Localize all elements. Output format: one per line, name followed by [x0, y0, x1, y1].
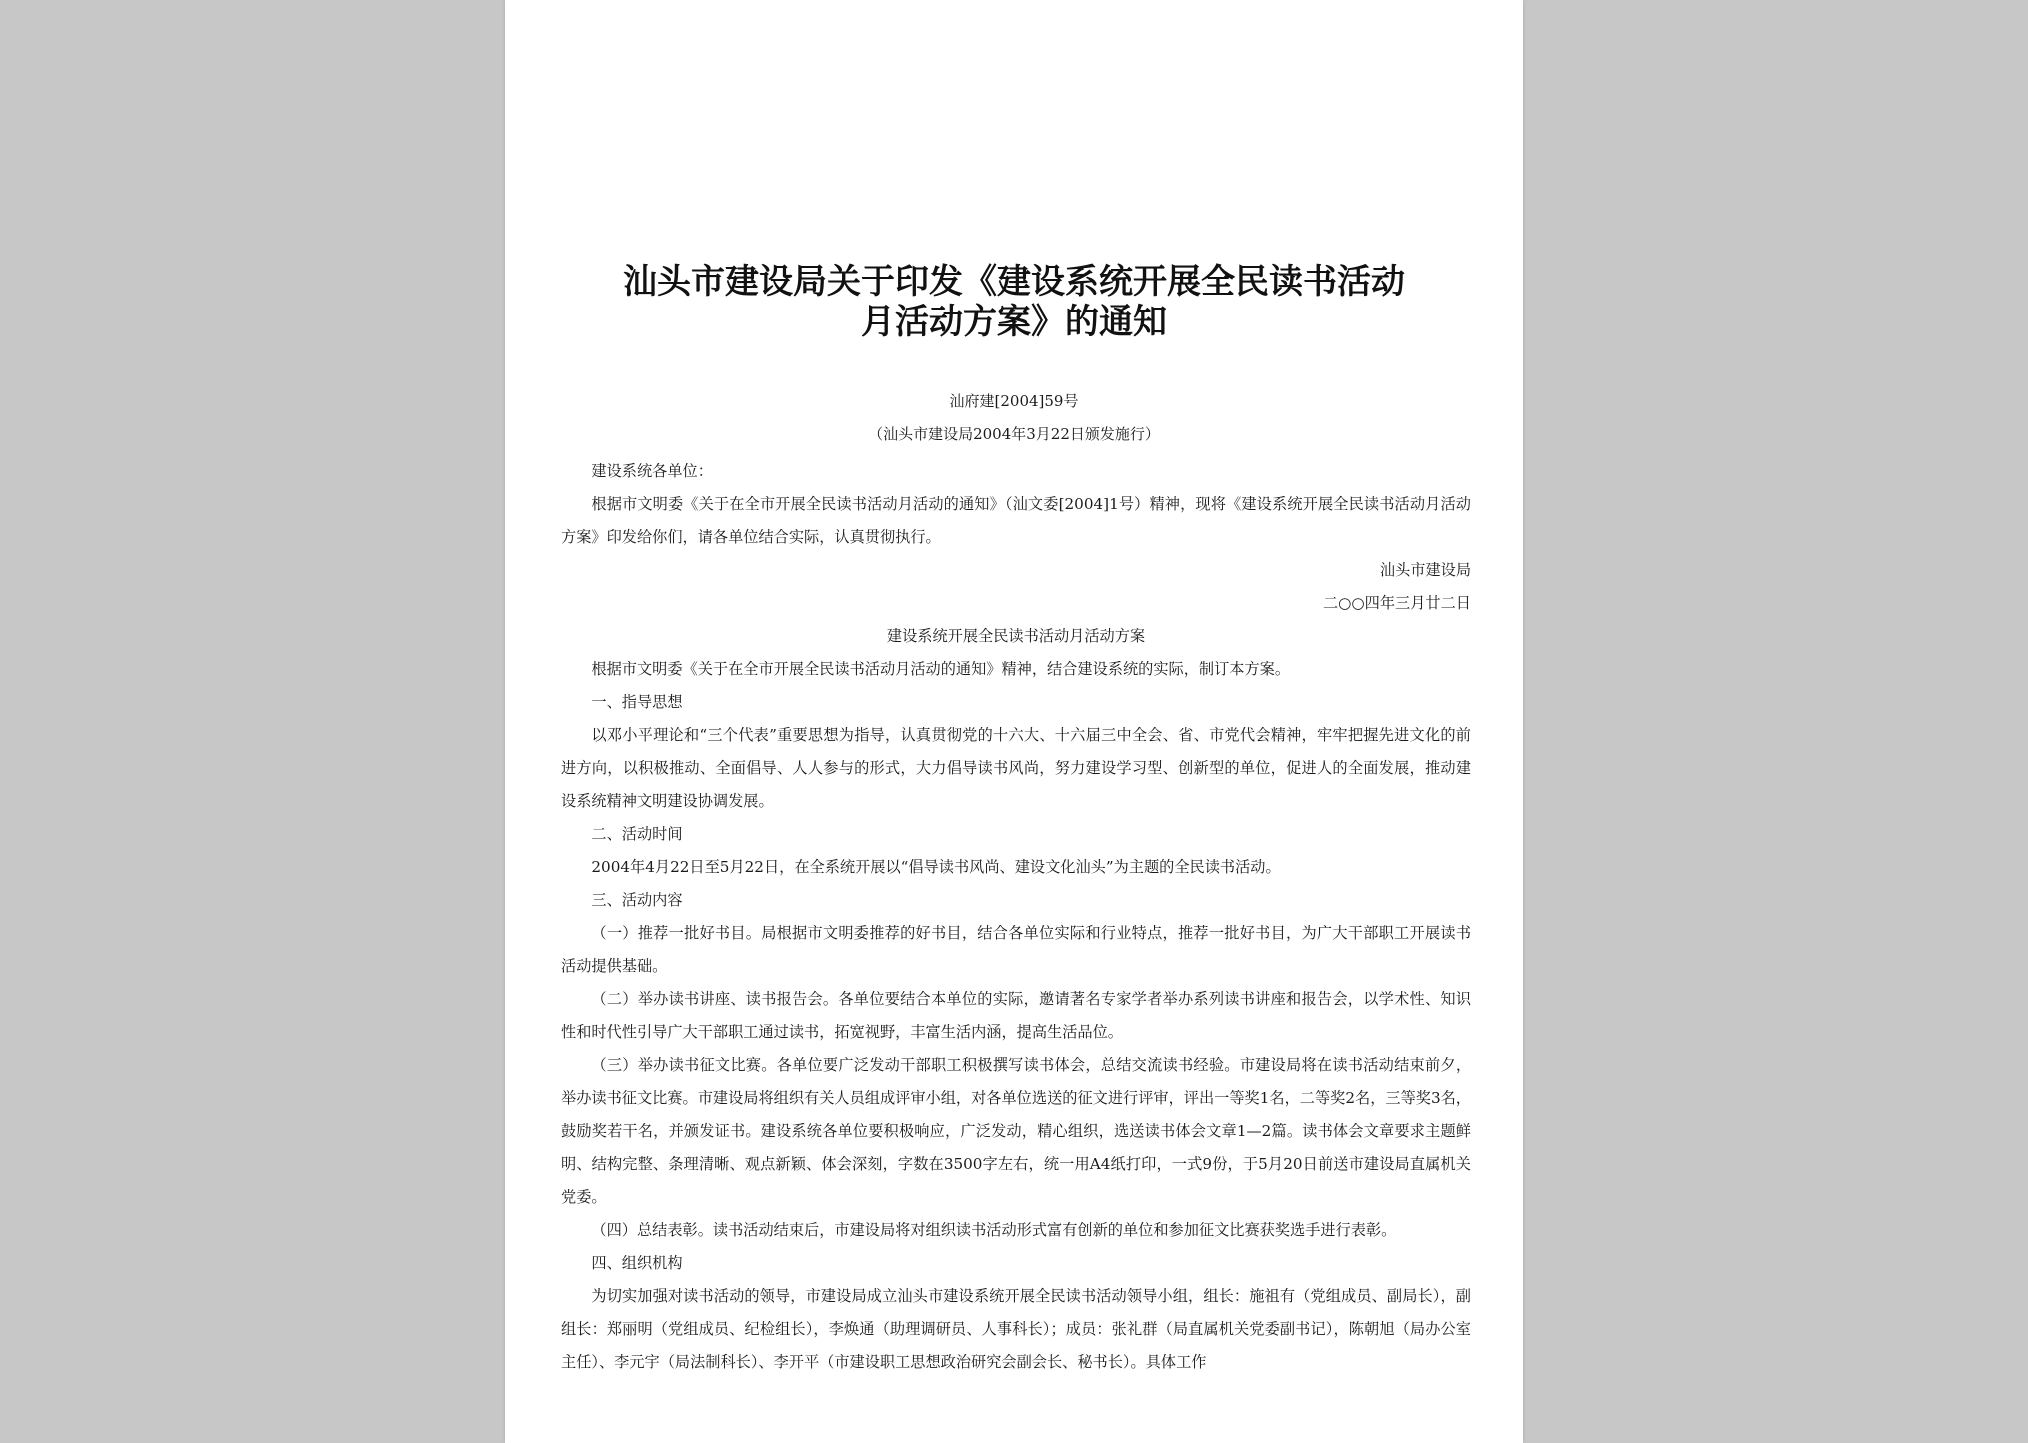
list-item: （一）推荐一批好书目。局根据市文明委推荐的好书目，结合各单位实际和行业特点，推荐一批好书目，为广大干部职工开展读书活动提供基础。: [561, 924, 1471, 975]
list-item: （四）总结表彰。读书活动结束后，市建设局将对组织读书活动形式富有创新的单位和参加征文比赛获奖选手进行表彰。: [591, 1221, 1397, 1239]
plan-title: 建设系统开展全民读书活动月活动方案: [886, 627, 1146, 645]
title-line-2: 月活动方案》的通知: [861, 302, 1167, 342]
document-page: [505, 0, 1523, 1443]
section-heading: 一、指导思想: [591, 693, 683, 711]
section-heading: 四、组织机构: [591, 1254, 683, 1272]
document-title: [565, 262, 1463, 342]
document-number: 汕府建[2004]59号: [949, 392, 1079, 410]
section-paragraph: 为切实加强对读书活动的领导，市建设局成立汕头市建设系统开展全民读书活动领导小组，组长：施祖有（党组成员、副局长），副组长：郑丽明（党组成员、纪检组长），李焕通（助理调研员、人事科长）；成员：张礼群（局直属机关党委副书记），陈朝旭（局办公室主任）、李元宇（局法制科长）、李开平（市建设职工思想政治研究会副会长、秘书长）。具体工作: [561, 1287, 1471, 1371]
issue-note: （汕头市建设局2004年3月22日颁发施行）: [868, 425, 1160, 443]
title-line-1: 汕头市建设局关于印发《建设系统开展全民读书活动: [623, 262, 1405, 302]
list-item: （三）举办读书征文比赛。各单位要广泛发动干部职工积极撰写读书体会，总结交流读书经验。市建设局将在读书活动结束前夕，举办读书征文比赛。市建设局将组织有关人员组成评审小组，对各单位选送的征文进行评审，评出一等奖1名，二等奖2名，三等奖3名，鼓励奖若干名，并颁发证书。建设系统各单位要积极响应，广泛发动，精心组织，选送读书体会文章1—2篇。读书体会文章要求主题鲜明、结构完整、条理清晰、观点新颖、体会深刻，字数在3500字左右，统一用A4纸打印，一式9份，于5月20日前送市建设局直属机关党委。: [561, 1056, 1471, 1206]
intro-paragraph: 根据市文明委《关于在全市开展全民读书活动月活动的通知》（汕文委[2004]1号）精神，现将《建设系统开展全民读书活动月活动方案》印发给你们，请各单位结合实际，认真贯彻执行。: [561, 495, 1471, 546]
document-body: [561, 455, 1471, 1379]
section-paragraph: 2004年4月22日至5月22日，在全系统开展以“倡导读书风尚、建设文化汕头”为主题的全民读书活动。: [591, 858, 1281, 876]
signature-date: 二○○四年三月廿二日: [1322, 594, 1471, 612]
salutation: 建设系统各单位：: [591, 462, 713, 480]
plan-intro: 根据市文明委《关于在全市开展全民读书活动月活动的通知》精神，结合建设系统的实际，制订本方案。: [591, 660, 1291, 678]
list-item: （二）举办读书讲座、读书报告会。各单位要结合本单位的实际，邀请著名专家学者举办系列读书讲座和报告会，以学术性、知识性和时代性引导广大干部职工通过读书，拓宽视野，丰富生活内涵，提高生活品位。: [561, 990, 1471, 1041]
section-heading: 三、活动内容: [591, 891, 683, 909]
signature-org: 汕头市建设局: [1379, 561, 1471, 579]
section-heading: 二、活动时间: [591, 825, 683, 843]
section-paragraph: 以邓小平理论和“三个代表”重要思想为指导，认真贯彻党的十六大、十六届三中全会、省、市党代会精神，牢牢把握先进文化的前进方向，以积极推动、全面倡导、人人参与的形式，大力倡导读书风尚，努力建设学习型、创新型的单位，促进人的全面发展，推动建设系统精神文明建设协调发展。: [561, 726, 1471, 810]
